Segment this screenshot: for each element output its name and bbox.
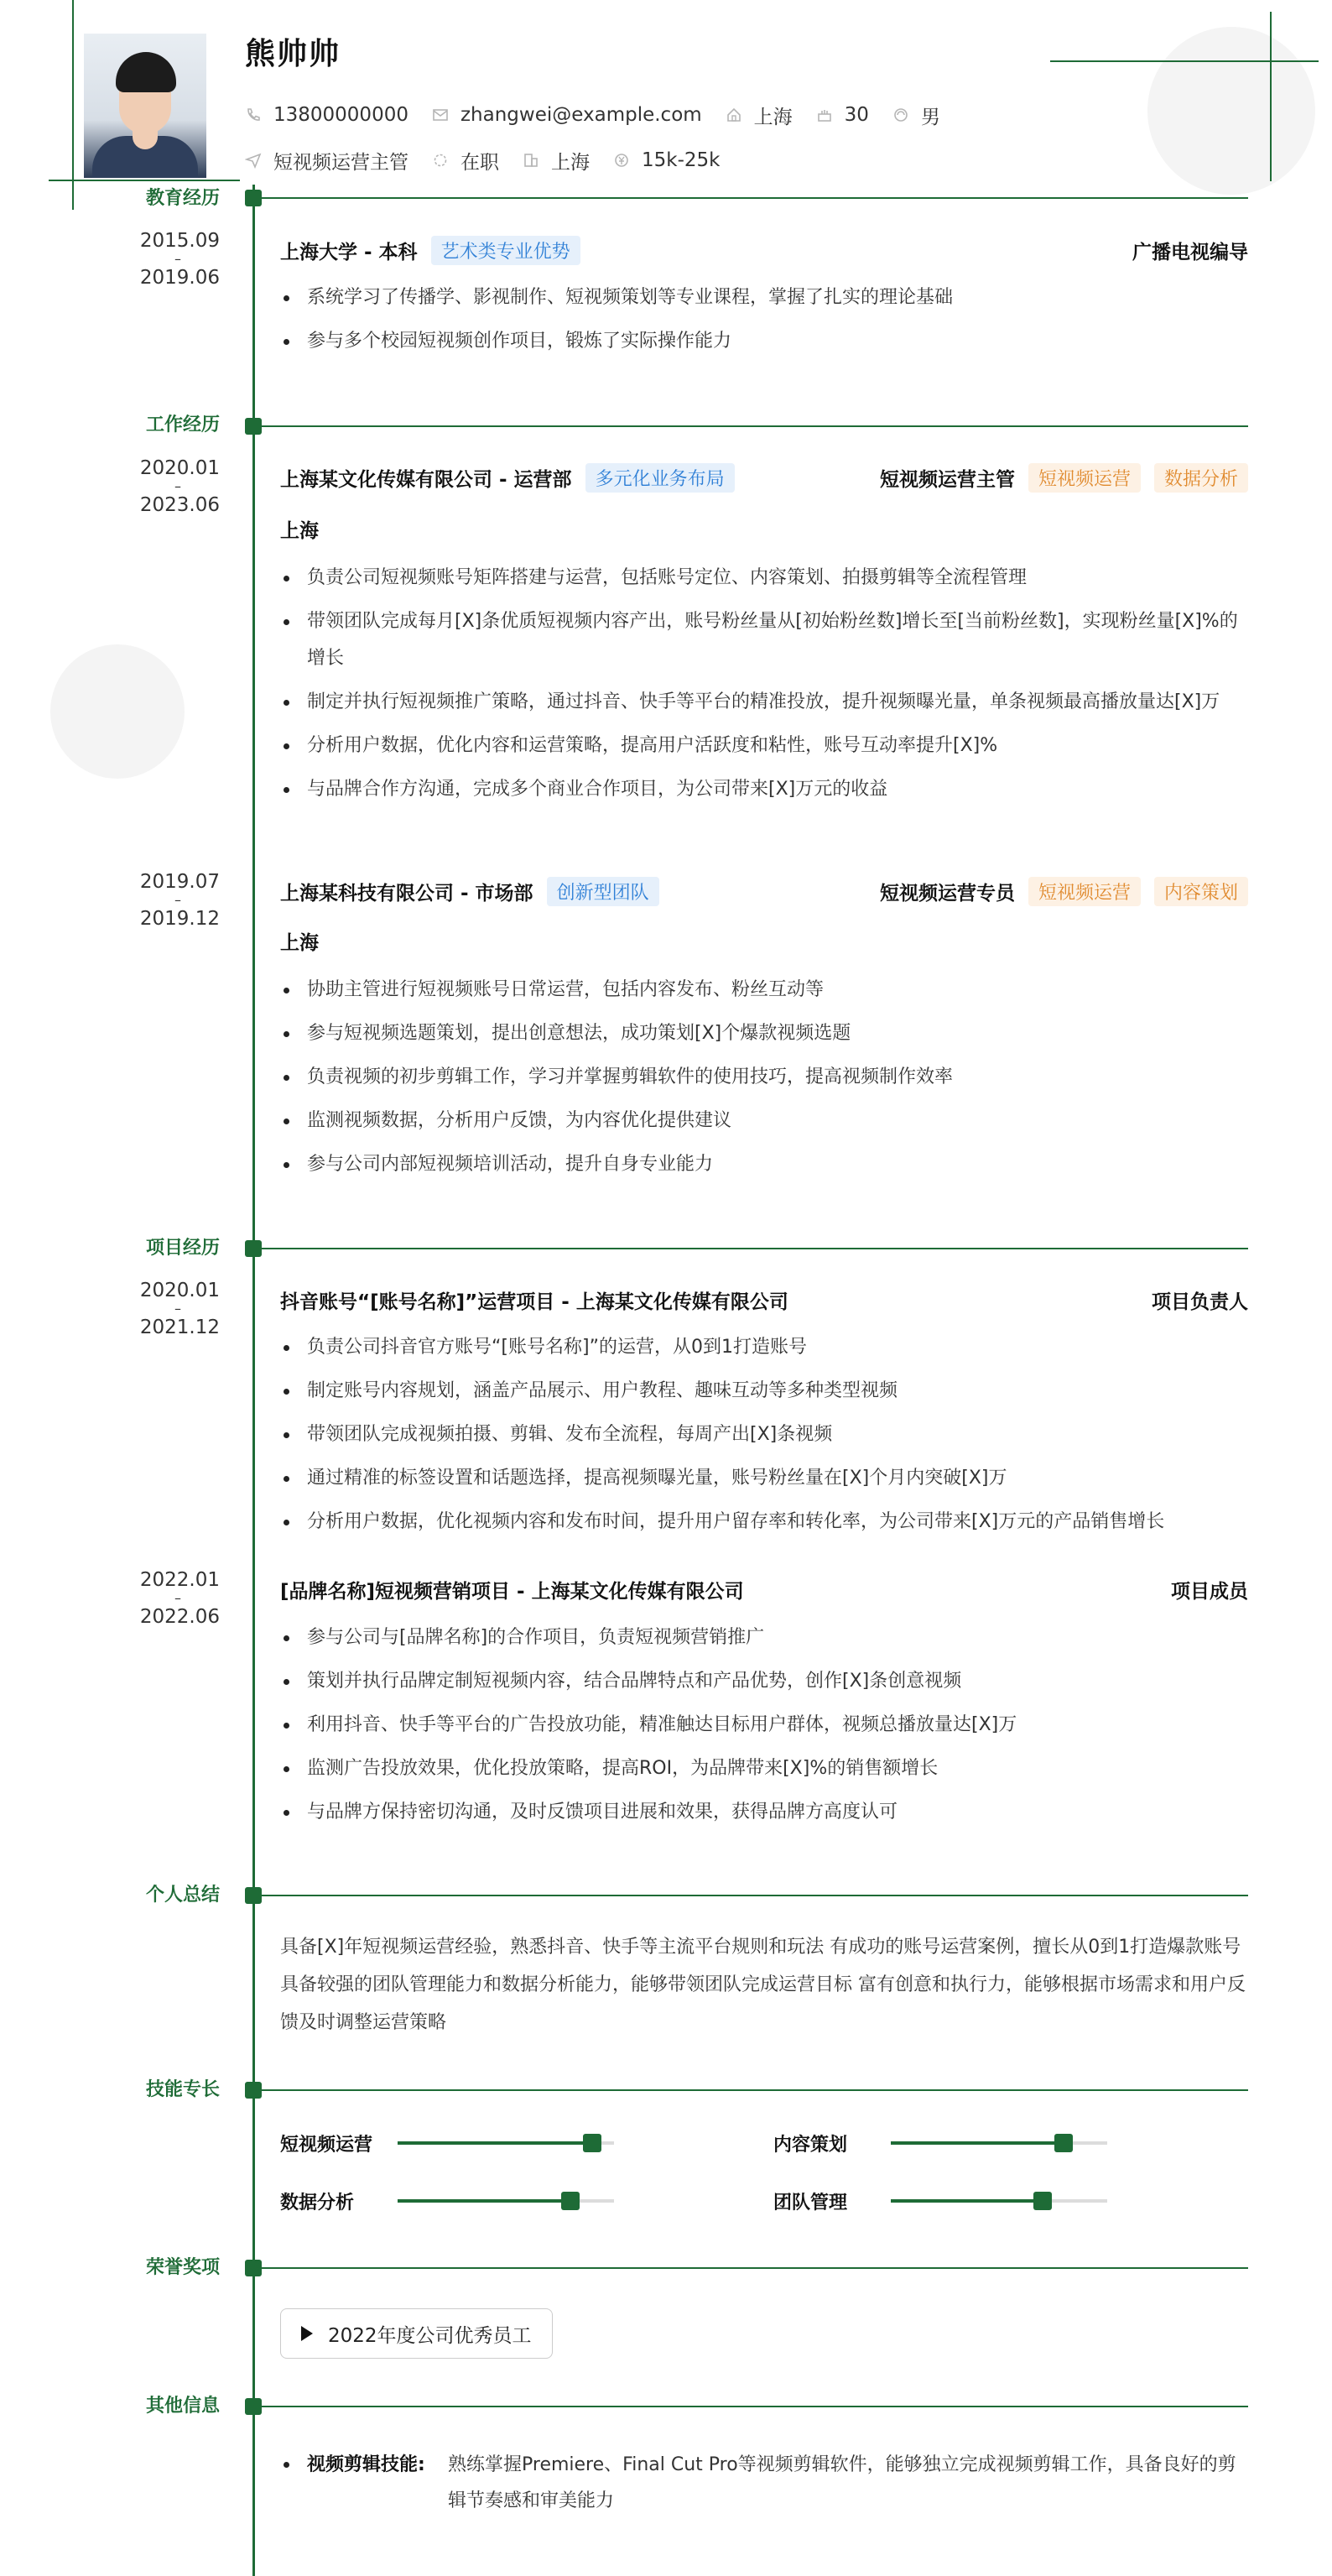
list-item: 带领团队完成视频拍摄、剪辑、发布全流程，每周产出[X]条视频 <box>280 1416 1248 1453</box>
work-dates: 2020.01 – 2023.06 <box>139 457 220 516</box>
date-end: 2019.06 <box>139 267 220 289</box>
skill-bar <box>398 2141 614 2145</box>
work-header <box>280 463 1248 492</box>
section-divider <box>262 197 1248 199</box>
target-city-item <box>523 147 590 175</box>
project-dates: 2020.01 – 2021.12 <box>139 1280 220 1338</box>
work-bullets <box>280 560 1248 815</box>
date-end: 2021.12 <box>139 1317 220 1338</box>
building-icon <box>523 152 539 169</box>
list-item: 参与短视频选题策划，提出创意想法，成功策划[X]个爆款视频选题 <box>280 1015 1248 1052</box>
section-divider <box>262 425 1248 427</box>
list-item: 制定账号内容规划，涵盖产品展示、用户教程、趣味互动等多种类型视频 <box>280 1373 1248 1410</box>
award-badge <box>280 2308 553 2359</box>
hometown-text: 上海 <box>753 106 793 128</box>
decor-line <box>72 0 74 210</box>
work-dates: 2019.07 – 2019.12 <box>139 871 220 930</box>
section-title-summary: 个人总结 <box>145 1885 220 1906</box>
skill-level-handle <box>1033 2192 1052 2210</box>
section-marker <box>245 2260 262 2276</box>
date-end: 2023.06 <box>139 494 220 516</box>
section-divider <box>262 2406 1248 2407</box>
work-location: 上海 <box>280 932 319 954</box>
list-item: 负责公司抖音官方账号“[账号名称]”的运营，从0到1打造账号 <box>280 1329 1248 1366</box>
project-title: 抖音账号“[账号名称]”运营项目 - 上海某文化传媒有限公司 <box>280 1291 788 1313</box>
project-header <box>280 1285 1248 1314</box>
skill-item <box>773 2187 1107 2215</box>
decor-line <box>1270 12 1272 181</box>
section-title-work: 工作经历 <box>145 415 220 435</box>
section-divider <box>262 2089 1248 2091</box>
status-text: 在职 <box>460 151 499 174</box>
major-name: 广播电视编导 <box>1132 241 1248 263</box>
candidate-name: 熊帅帅 <box>245 37 341 71</box>
project-role: 项目负责人 <box>1152 1291 1248 1313</box>
work-header <box>280 877 1248 905</box>
company-tag: 多元化业务布局 <box>585 463 735 493</box>
avatar <box>84 34 206 178</box>
date-start: 2020.01 <box>139 457 220 479</box>
gender-item <box>892 102 940 129</box>
project-dates: 2022.01 – 2022.06 <box>139 1569 220 1628</box>
list-item: 制定并执行短视频推广策略，通过抖音、快手等平台的精准投放，提升视频曝光量，单条视频最高播放量达[X]万 <box>280 684 1248 721</box>
list-item: 分析用户数据，优化内容和运营策略，提高用户活跃度和粘性，账号互动率提升[X]% <box>280 727 1248 764</box>
gender-text: 男 <box>920 106 940 128</box>
date-start: 2020.01 <box>139 1280 220 1301</box>
list-item: 带领团队完成每月[X]条优质短视频内容产出，账号粉丝量从[初始粉丝数]增长至[当前粉丝数]，实现粉丝量[X]%的增长 <box>280 603 1248 677</box>
section-title-education: 教育经历 <box>145 188 220 209</box>
skill-name: 团队管理 <box>773 2192 848 2214</box>
summary-text: 具备[X]年短视频运营经验，熟悉抖音、快手等主流平台规则和玩法 有成功的账号运营案例，擅长从0到1打造爆款账号 具备较强的团队管理能力和数据分析能力，能够带领团队完成运营目标 富有创意和执行力，能够根据市场需求和用户反馈及时调整运营策略 <box>280 1937 1246 2033</box>
date-end: 2019.12 <box>139 908 220 930</box>
section-marker <box>245 2082 262 2099</box>
award-text: 2022年度公司优秀员工 <box>328 2324 532 2347</box>
section-divider <box>262 2267 1248 2269</box>
age-text: 30 <box>844 104 869 126</box>
section-marker <box>245 1240 262 1257</box>
company-name: 上海某文化传媒有限公司 - 运营部 <box>280 468 572 491</box>
company-name: 上海某科技有限公司 - 市场部 <box>280 882 533 905</box>
decor-line <box>1050 60 1319 62</box>
section-marker <box>245 418 262 435</box>
education-dates: 2015.09 – 2019.06 <box>139 230 220 289</box>
skill-tag: 短视频运营 <box>1028 463 1141 493</box>
section-marker <box>245 2398 262 2415</box>
list-item: 监测视频数据，分析用户反馈，为内容优化提供建议 <box>280 1103 1248 1139</box>
company-tag: 创新型团队 <box>547 877 659 906</box>
phone-text: 13800000000 <box>273 104 408 126</box>
gender-icon <box>892 107 909 123</box>
skill-tag: 数据分析 <box>1154 463 1248 493</box>
list-item: 参与多个校园短视频创作项目，锻炼了实际操作能力 <box>280 323 1248 360</box>
skill-tag: 内容策划 <box>1154 877 1248 906</box>
list-item: 参与公司内部短视频培训活动，提升自身专业能力 <box>280 1146 1248 1183</box>
list-item: 策划并执行品牌定制短视频内容，结合品牌特点和产品优势，创作[X]条创意视频 <box>280 1663 1248 1700</box>
work-location: 上海 <box>280 520 319 542</box>
job-intent-row <box>245 146 743 175</box>
age-icon <box>816 107 833 123</box>
list-item: 负责视频的初步剪辑工作，学习并掌握剪辑软件的使用技巧，提高视频制作效率 <box>280 1059 1248 1096</box>
job-title: 短视频运营主管 <box>879 468 1015 491</box>
date-start: 2022.01 <box>139 1569 220 1591</box>
skill-name: 短视频运营 <box>280 2134 373 2156</box>
project-title: [品牌名称]短视频营销项目 - 上海某文化传媒有限公司 <box>280 1580 744 1603</box>
list-item: 监测广告投放效果，优化投放策略，提高ROI，为品牌带来[X]%的销售额增长 <box>280 1750 1248 1787</box>
target-role-item <box>245 147 408 175</box>
project-role: 项目成员 <box>1171 1580 1248 1603</box>
section-title-projects: 项目经历 <box>145 1238 220 1259</box>
skill-item <box>280 2129 614 2157</box>
email-item <box>432 104 702 126</box>
section-marker <box>245 1887 262 1904</box>
target-city-text: 上海 <box>551 151 590 174</box>
email-text: zhangwei@example.com <box>460 104 702 126</box>
send-icon <box>245 152 262 169</box>
date-start: 2019.07 <box>139 871 220 893</box>
home-icon <box>726 107 742 123</box>
other-info-item <box>280 2447 1248 2519</box>
timeline-line <box>252 185 255 2576</box>
contact-row <box>245 101 964 129</box>
skill-item <box>280 2187 614 2215</box>
skill-level-handle <box>1054 2134 1073 2152</box>
play-icon <box>301 2326 313 2341</box>
target-role-text: 短视频运营主管 <box>273 151 408 174</box>
skill-level-handle <box>561 2192 580 2210</box>
status-icon <box>432 152 449 169</box>
skill-name: 内容策划 <box>773 2134 848 2156</box>
project-bullets <box>280 1619 1248 1838</box>
list-item: 负责公司短视频账号矩阵搭建与运营，包括账号定位、内容策划、拍摄剪辑等全流程管理 <box>280 560 1248 597</box>
section-marker <box>245 190 262 206</box>
skill-level-handle <box>583 2134 601 2152</box>
skill-name: 数据分析 <box>280 2192 355 2214</box>
section-divider <box>262 1248 1248 1249</box>
education-bullets <box>280 279 1248 367</box>
date-start: 2015.09 <box>139 230 220 252</box>
skill-tag: 短视频运营 <box>1028 877 1141 906</box>
decor-line <box>49 180 240 181</box>
job-title: 短视频运营专员 <box>879 882 1015 905</box>
education-header <box>280 236 1248 264</box>
salary-item <box>613 149 720 171</box>
school-tag: 艺术类专业优势 <box>431 236 580 265</box>
list-item: 协助主管进行短视频账号日常运营，包括内容发布、粉丝互动等 <box>280 972 1248 1009</box>
decor-circle-top-right <box>1147 27 1315 195</box>
skill-bar <box>891 2141 1107 2145</box>
skill-item <box>773 2129 1107 2157</box>
project-bullets <box>280 1329 1248 1547</box>
salary-icon <box>613 152 630 169</box>
phone-icon <box>245 107 262 123</box>
date-end: 2022.06 <box>139 1606 220 1628</box>
decor-circle-left <box>50 644 185 779</box>
list-item: 通过精准的标签设置和话题选择，提高视频曝光量，账号粉丝量在[X]个月内突破[X]万 <box>280 1460 1248 1497</box>
section-title-honors: 荣誉奖项 <box>145 2257 220 2278</box>
status-item <box>432 147 499 175</box>
mail-icon <box>432 107 449 123</box>
other-info-label: 视频剪辑技能: <box>307 2454 425 2475</box>
list-item: 分析用户数据，优化视频内容和发布时间，提升用户留存率和转化率，为公司带来[X]万元的产品销售增长 <box>280 1504 1248 1541</box>
skill-bar <box>398 2199 614 2203</box>
list-item: 利用抖音、快手等平台的广告投放功能，精准触达目标用户群体，视频总播放量达[X]万 <box>280 1707 1248 1744</box>
list-item: 与品牌方保持密切沟通，及时反馈项目进展和效果，获得品牌方高度认可 <box>280 1794 1248 1831</box>
phone-item <box>245 104 408 126</box>
other-info-text: 熟练掌握Premiere、Final Cut Pro等视频剪辑软件，能够独立完成视频剪辑工作，具备良好的剪辑节奏感和审美能力 <box>448 2454 1236 2511</box>
list-item: 参与公司与[品牌名称]的合作项目，负责短视频营销推广 <box>280 1619 1248 1656</box>
section-title-skills: 技能专长 <box>145 2079 220 2100</box>
section-title-other: 其他信息 <box>145 2396 220 2417</box>
work-bullets <box>280 972 1248 1190</box>
salary-text: 15k-25k <box>642 149 721 171</box>
skill-bar <box>891 2199 1107 2203</box>
section-divider <box>262 1895 1248 1896</box>
school-name: 上海大学 - 本科 <box>280 241 418 263</box>
list-item: 系统学习了传播学、影视制作、短视频策划等专业课程，掌握了扎实的理论基础 <box>280 279 1248 316</box>
hometown-item <box>726 102 793 129</box>
project-header <box>280 1575 1248 1603</box>
list-item: 与品牌合作方沟通，完成多个商业合作项目，为公司带来[X]万元的收益 <box>280 771 1248 808</box>
age-item <box>816 104 869 126</box>
